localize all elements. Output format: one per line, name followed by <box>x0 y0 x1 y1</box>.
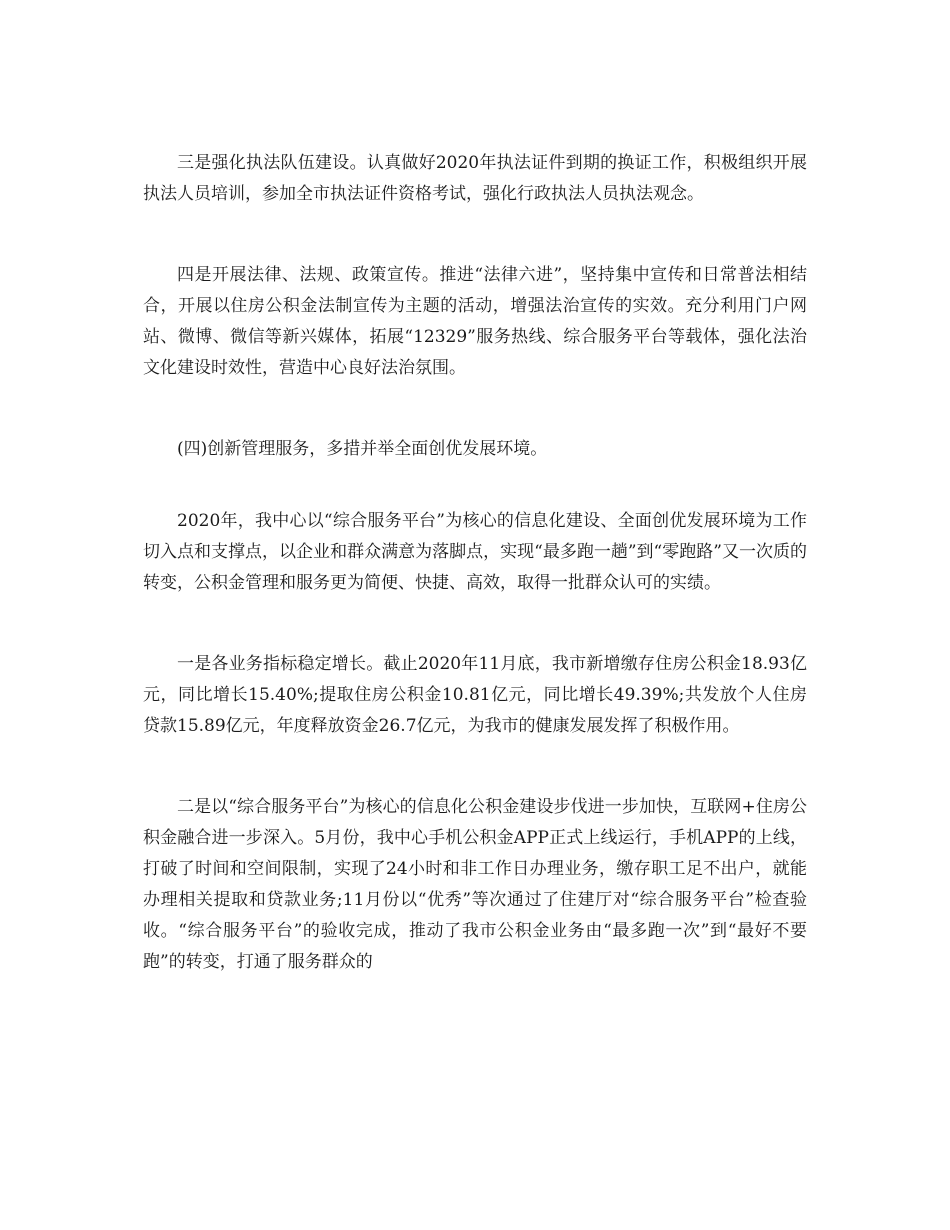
paragraph-legal-publicity: 四是开展法律、法规、政策宣传。推进“法律六进”，坚持集中宣传和日常普法相结合，开展以住房公积金法制宣传为主题的活动，增强法治宣传的实效。充分利用门户网站、微博、微信等新兴媒体，拓展“12329”服务热线、综合服务平台等载体，强化法治文化建设时效性，营造中心良好法治氛围。 <box>143 265 807 378</box>
paragraph-2020-overview: 2020年，我中心以“综合服务平台”为核心的信息化建设、全面创优发展环境为工作切入点和支撑点，以企业和群众满意为落脚点，实现“最多跑一趟”到“零跑路”又一次质的转变，公积金管理和服务更为简便、快捷、高效，取得一批群众认可的实绩。 <box>143 511 807 593</box>
paragraph-law-enforcement-team: 三是强化执法队伍建设。认真做好2020年执法证件到期的换证工作，积极组织开展执法人员培训，参加全市执法证件资格考试，强化行政执法人员执法观念。 <box>143 153 807 204</box>
paragraph-business-indicators: 一是各业务指标稳定增长。截止2020年11月底，我市新增缴存住房公积金18.93亿元，同比增长15.40%;提取住房公积金10.81亿元，同比增长49.39%;共发放个人住房贷款15.89亿元，年度释放资金26.7亿元，为我市的健康发展发挥了积极作用。 <box>143 654 807 736</box>
section-heading-innovation: (四)创新管理服务，多措并举全面创优发展环境。 <box>177 439 548 459</box>
paragraph-informatization: 二是以“综合服务平台”为核心的信息化公积金建设步伐进一步加快，互联网+住房公积金融合进一步深入。5月份，我中心手机公积金APP正式上线运行，手机APP的上线，打破了时间和空间限制，实现了24小时和非工作日办理业务，缴存职工足不出户，就能办理相关提取和贷款业务;11月份以“优秀”等次通过了住建厅对“综合服务平台”检查验收。“综合服务平台”的验收完成，推动了我市公积金业务由“最多跑一次”到“最好不要跑”的转变，打通了服务群众的 <box>143 797 807 972</box>
document-body <box>143 148 807 1028</box>
